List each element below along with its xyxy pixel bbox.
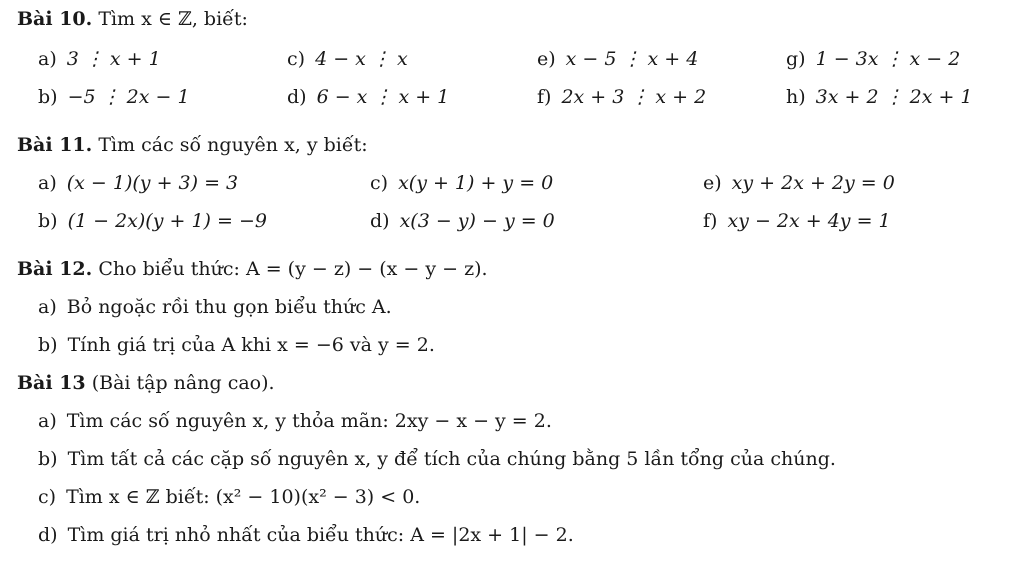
item-text: Tìm x ∈ ℤ biết: (x² − 10)(x² − 3) < 0. [66, 486, 421, 508]
exercise-12-heading [17, 258, 488, 280]
item-expr: x − 5 ⋮ x + 4 [565, 48, 699, 70]
exercise-10-heading [17, 8, 248, 30]
exercise-10-title: Bài 10. [17, 8, 93, 30]
ex11-item-f [703, 210, 891, 232]
exercise-10-text: Tìm x ∈ ℤ, biết: [98, 8, 248, 30]
item-label: h) [786, 86, 806, 108]
ex11-item-e [703, 172, 895, 194]
ex11-item-a [38, 172, 238, 194]
ex13-item-c [38, 486, 420, 508]
item-label: c) [38, 486, 57, 508]
item-label: c) [370, 172, 389, 194]
item-label: a) [38, 172, 57, 194]
item-expr: (1 − 2x)(y + 1) = −9 [67, 210, 267, 232]
item-label: b) [38, 448, 58, 470]
item-expr: 2x + 3 ⋮ x + 2 [561, 86, 707, 108]
item-label: d) [38, 524, 58, 546]
ex10-item-f [537, 86, 706, 108]
ex11-item-b [38, 210, 267, 232]
ex13-item-d [38, 524, 574, 546]
exercise-12-title: Bài 12. [17, 258, 93, 280]
item-expr: xy + 2x + 2y = 0 [731, 172, 895, 194]
item-label: e) [537, 48, 556, 70]
item-label: b) [38, 334, 58, 356]
item-expr: 6 − x ⋮ x + 1 [316, 86, 450, 108]
item-label: a) [38, 296, 57, 318]
exercise-13-text: (Bài tập nâng cao). [91, 372, 275, 394]
item-expr: −5 ⋮ 2x − 1 [67, 86, 190, 108]
item-label: f) [537, 86, 552, 108]
exercise-11-title: Bài 11. [17, 134, 93, 156]
item-text: Tìm các số nguyên x, y thỏa mãn: 2xy − x − y = 2. [66, 410, 552, 432]
item-expr: xy − 2x + 4y = 1 [727, 210, 891, 232]
item-label: d) [370, 210, 390, 232]
item-text: Tính giá trị của A khi x = −6 và y = 2. [67, 334, 435, 356]
item-label: a) [38, 48, 57, 70]
ex11-item-c [370, 172, 553, 194]
ex10-item-a [38, 48, 161, 70]
item-label: a) [38, 410, 57, 432]
item-label: g) [786, 48, 806, 70]
exercise-11-heading [17, 134, 368, 156]
item-text: Tìm giá trị nhỏ nhất của biểu thức: A = |2x + 1| − 2. [67, 524, 574, 546]
item-label: b) [38, 86, 58, 108]
item-label: d) [287, 86, 307, 108]
ex10-item-b [38, 86, 190, 108]
ex12-item-b [38, 334, 435, 356]
exercise-13-title: Bài 13 [17, 372, 86, 394]
ex10-item-d [287, 86, 449, 108]
ex10-item-c [287, 48, 408, 70]
ex10-item-g [786, 48, 960, 70]
item-label: c) [287, 48, 306, 70]
exercise-11-text: Tìm các số nguyên x, y biết: [98, 134, 368, 156]
ex13-item-b [38, 448, 836, 470]
exercise-13-heading [17, 372, 275, 394]
item-expr: x(3 − y) − y = 0 [399, 210, 555, 232]
item-text: Tìm tất cả các cặp số nguyên x, y để tích của chúng bằng 5 lần tổng của chúng. [67, 448, 836, 470]
ex11-item-d [370, 210, 555, 232]
ex12-item-a [38, 296, 392, 318]
item-expr: 3x + 2 ⋮ 2x + 1 [815, 86, 973, 108]
item-label: e) [703, 172, 722, 194]
ex10-item-h [786, 86, 973, 108]
ex10-item-e [537, 48, 698, 70]
ex13-item-a [38, 410, 552, 432]
item-expr: 4 − x ⋮ x [315, 48, 408, 70]
item-label: f) [703, 210, 718, 232]
item-expr: 1 − 3x ⋮ x − 2 [815, 48, 961, 70]
item-expr: (x − 1)(y + 3) = 3 [66, 172, 239, 194]
item-label: b) [38, 210, 58, 232]
item-expr: x(y + 1) + y = 0 [398, 172, 554, 194]
item-text: Bỏ ngoặc rồi thu gọn biểu thức A. [66, 296, 392, 318]
item-expr: 3 ⋮ x + 1 [66, 48, 161, 70]
exercise-12-text: Cho biểu thức: A = (y − z) − (x − y − z). [98, 258, 488, 280]
